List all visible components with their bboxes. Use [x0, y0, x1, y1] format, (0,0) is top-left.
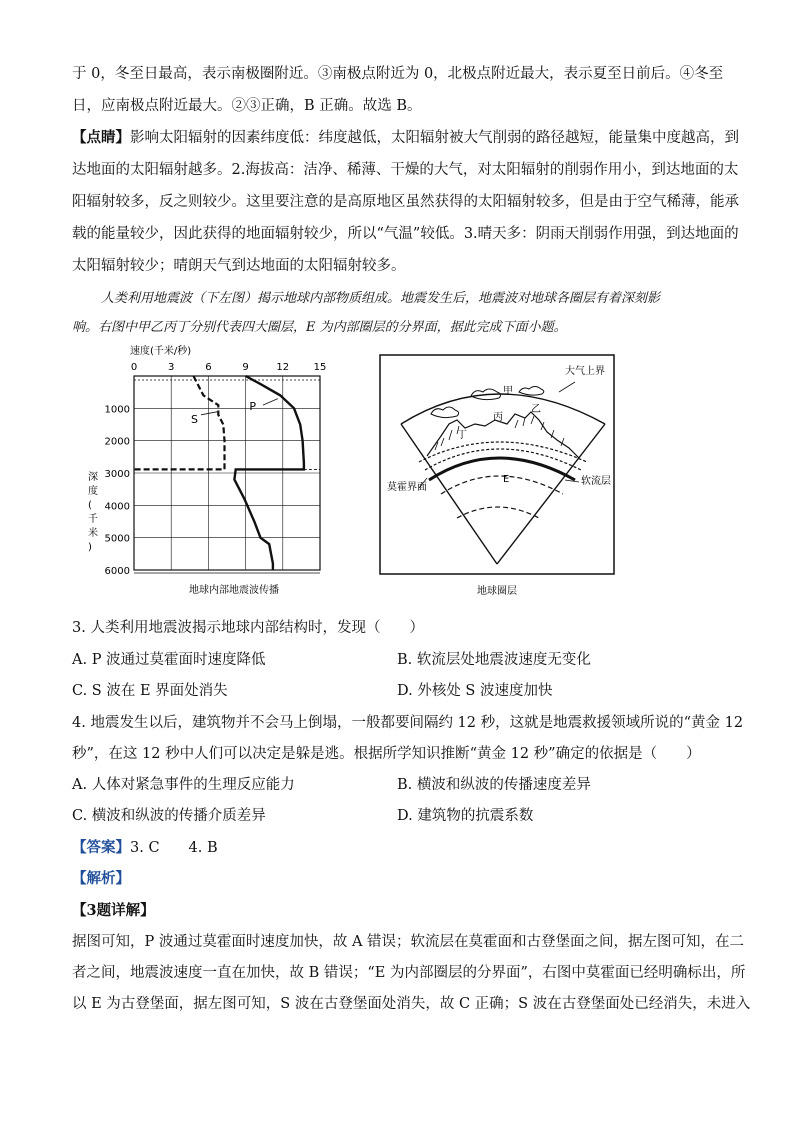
answer-label: 【答案】	[72, 839, 130, 856]
detail-line: 以 E 为古登堡面，据左图可知，S 波在古登堡面处消失，故 C 正确；S 波在古登堡面处已经消失，未进入	[72, 996, 751, 1012]
leader-line	[565, 480, 579, 482]
text-line: 日，应南极点附近最大。②③正确，B 正确。故选 B。	[72, 98, 422, 114]
seismic-wave-chart	[76, 342, 336, 602]
text-line: 载的能量较少，因此获得的地面辐射较少，所以“气温”较低。3.晴天多：阴雨天削弱作用强，到达地面的	[72, 226, 739, 242]
text-line: 太阳辐射较少；晴朗天气到达地面的太阳辐射较多。	[72, 258, 406, 274]
intro-line: 响。右图中甲乙丙丁分别代表四大圈层，E 为内部圈层的分界面，据此完成下面小题。	[72, 320, 567, 335]
question-3-stem: 3. 人类利用地震波揭示地球内部结构时，发现（ ）	[72, 620, 424, 636]
chart-xlabel: 速度(千米/秒)	[130, 346, 192, 357]
series-label-s: S	[191, 412, 199, 426]
q4-option-b: B. 横波和纵波的传播速度差异	[397, 777, 591, 793]
chart-ylabel	[88, 471, 98, 553]
q3-option-a: A. P 波通过莫霍面时速度降低	[72, 652, 266, 668]
x-tick-label: 12	[276, 362, 290, 373]
question-4-stem: 4. 地震发生以后，建筑物并不会马上倒塌，一般都要间隔约 12 秒，这就是地震救援领域所说的“黄金 12	[72, 715, 744, 731]
answer-value: 3. C 4. B	[130, 840, 218, 856]
diagram-frame	[380, 355, 614, 574]
series-s-wave	[134, 376, 225, 469]
sector-left-edge	[401, 424, 497, 564]
label-upper-atmosphere: 大气上界	[565, 366, 605, 377]
ylabel-char: (	[88, 500, 92, 511]
e-boundary	[457, 507, 539, 518]
q3-option-d: D. 外核处 S 波速度加快	[397, 683, 553, 699]
text-line: 达地面的太阳辐射越多。2.海拔高：洁净、稀薄、干燥的大气，对太阳辐射的削弱作用小，到达地面的太	[72, 162, 739, 178]
q3-option-c: C. S 波在 E 界面处消失	[72, 683, 228, 699]
dianjing-label: 【点睛】	[72, 129, 130, 146]
cloud-icon	[431, 407, 459, 418]
intro-line: 人类利用地震波（下左图）揭示地球内部物质组成。地震发生后，地震波对地球各圈层有着深刻影	[101, 291, 661, 306]
series-label-p: P	[249, 399, 256, 413]
x-tick-label: 9	[242, 362, 249, 373]
q4-option-a: A. 人体对紧急事件的生理反应能力	[72, 777, 295, 793]
earth-spheres-diagram	[379, 354, 615, 600]
ylabel-char: 深	[88, 472, 98, 483]
label-bing: 丙	[493, 412, 503, 423]
label-ding: 丁	[457, 430, 467, 441]
answer-line	[72, 838, 218, 858]
x-tick-label: 6	[205, 362, 212, 373]
y-tick-label: 2000	[104, 436, 130, 448]
text-line: 阳辐射较多，反之则较少。这里要注意的是高原地区虽然获得的太阳辐射较多，但是由于空气稀薄，能承	[72, 194, 739, 210]
q4-option-c: C. 横波和纵波的传播介质差异	[72, 808, 266, 824]
label-e: E	[503, 474, 510, 485]
detail-line: 者之间，地震波速度一直在加快，故 B 错误；“E 为内部圈层的分界面”，右图中莫霍面已经明确标出，所	[72, 965, 746, 981]
asthenosphere-boundary	[441, 476, 563, 494]
text-line	[72, 128, 739, 148]
moho-boundary	[429, 458, 575, 480]
y-tick-label: 3000	[104, 469, 130, 480]
detail-label: 【3题详解】	[72, 902, 155, 919]
upper-atmosphere-boundary	[401, 394, 605, 424]
label-asthenosphere: 软流层	[581, 476, 611, 487]
q3-option-b: B. 软流层处地震波速度无变化	[397, 652, 591, 668]
detail-line: 据图可知，P 波通过莫霍面时速度加快，故 A 错误；软流层在莫霍面和古登堡面之间，据左图可知，在二	[72, 934, 745, 950]
q4-option-d: D. 建筑物的抗震系数	[397, 808, 534, 824]
x-tick-label: 0	[130, 362, 138, 373]
sector-right-edge	[497, 424, 605, 564]
s-label-leader	[201, 412, 218, 415]
x-tick-label: 15	[313, 362, 327, 373]
y-tick-label: 6000	[104, 566, 130, 577]
analysis-label: 【解析】	[72, 870, 130, 887]
cloud-icon	[519, 387, 544, 396]
question-4-stem: 秒”，在这 12 秒中人们可以决定是躲是逃。根据所学知识推断“黄金 12 秒”确定的依据是（ ）	[72, 746, 701, 762]
y-tick-label: 5000	[104, 533, 130, 545]
y-tick-label: 4000	[104, 501, 130, 513]
label-moho: 莫霍界面	[387, 482, 427, 493]
chart-title: 地球内部地震波传播	[189, 585, 279, 596]
label-yi: 乙	[531, 404, 541, 415]
text-line: 于 0，冬至日最高，表示南极圈附近。③南极点附近为 0，北极点附近最大，表示夏至日前后。④冬至	[72, 66, 724, 82]
x-tick-label: 3	[168, 362, 175, 373]
p-label-leader	[263, 399, 278, 405]
ylabel-char: 米	[88, 528, 98, 539]
dianjing-text: 影响太阳辐射的因素纬度低：纬度越低，太阳辐射被大气削弱的路径越短，能量集中度越高，到	[130, 130, 739, 146]
leader-line	[559, 382, 575, 392]
label-jia: 甲	[503, 386, 513, 397]
ylabel-char: )	[88, 542, 92, 553]
y-tick-label: 1000	[104, 404, 130, 416]
diagram-caption: 地球圈层	[477, 586, 517, 597]
ylabel-char: 度	[88, 486, 98, 497]
ylabel-char: 千	[88, 514, 98, 525]
